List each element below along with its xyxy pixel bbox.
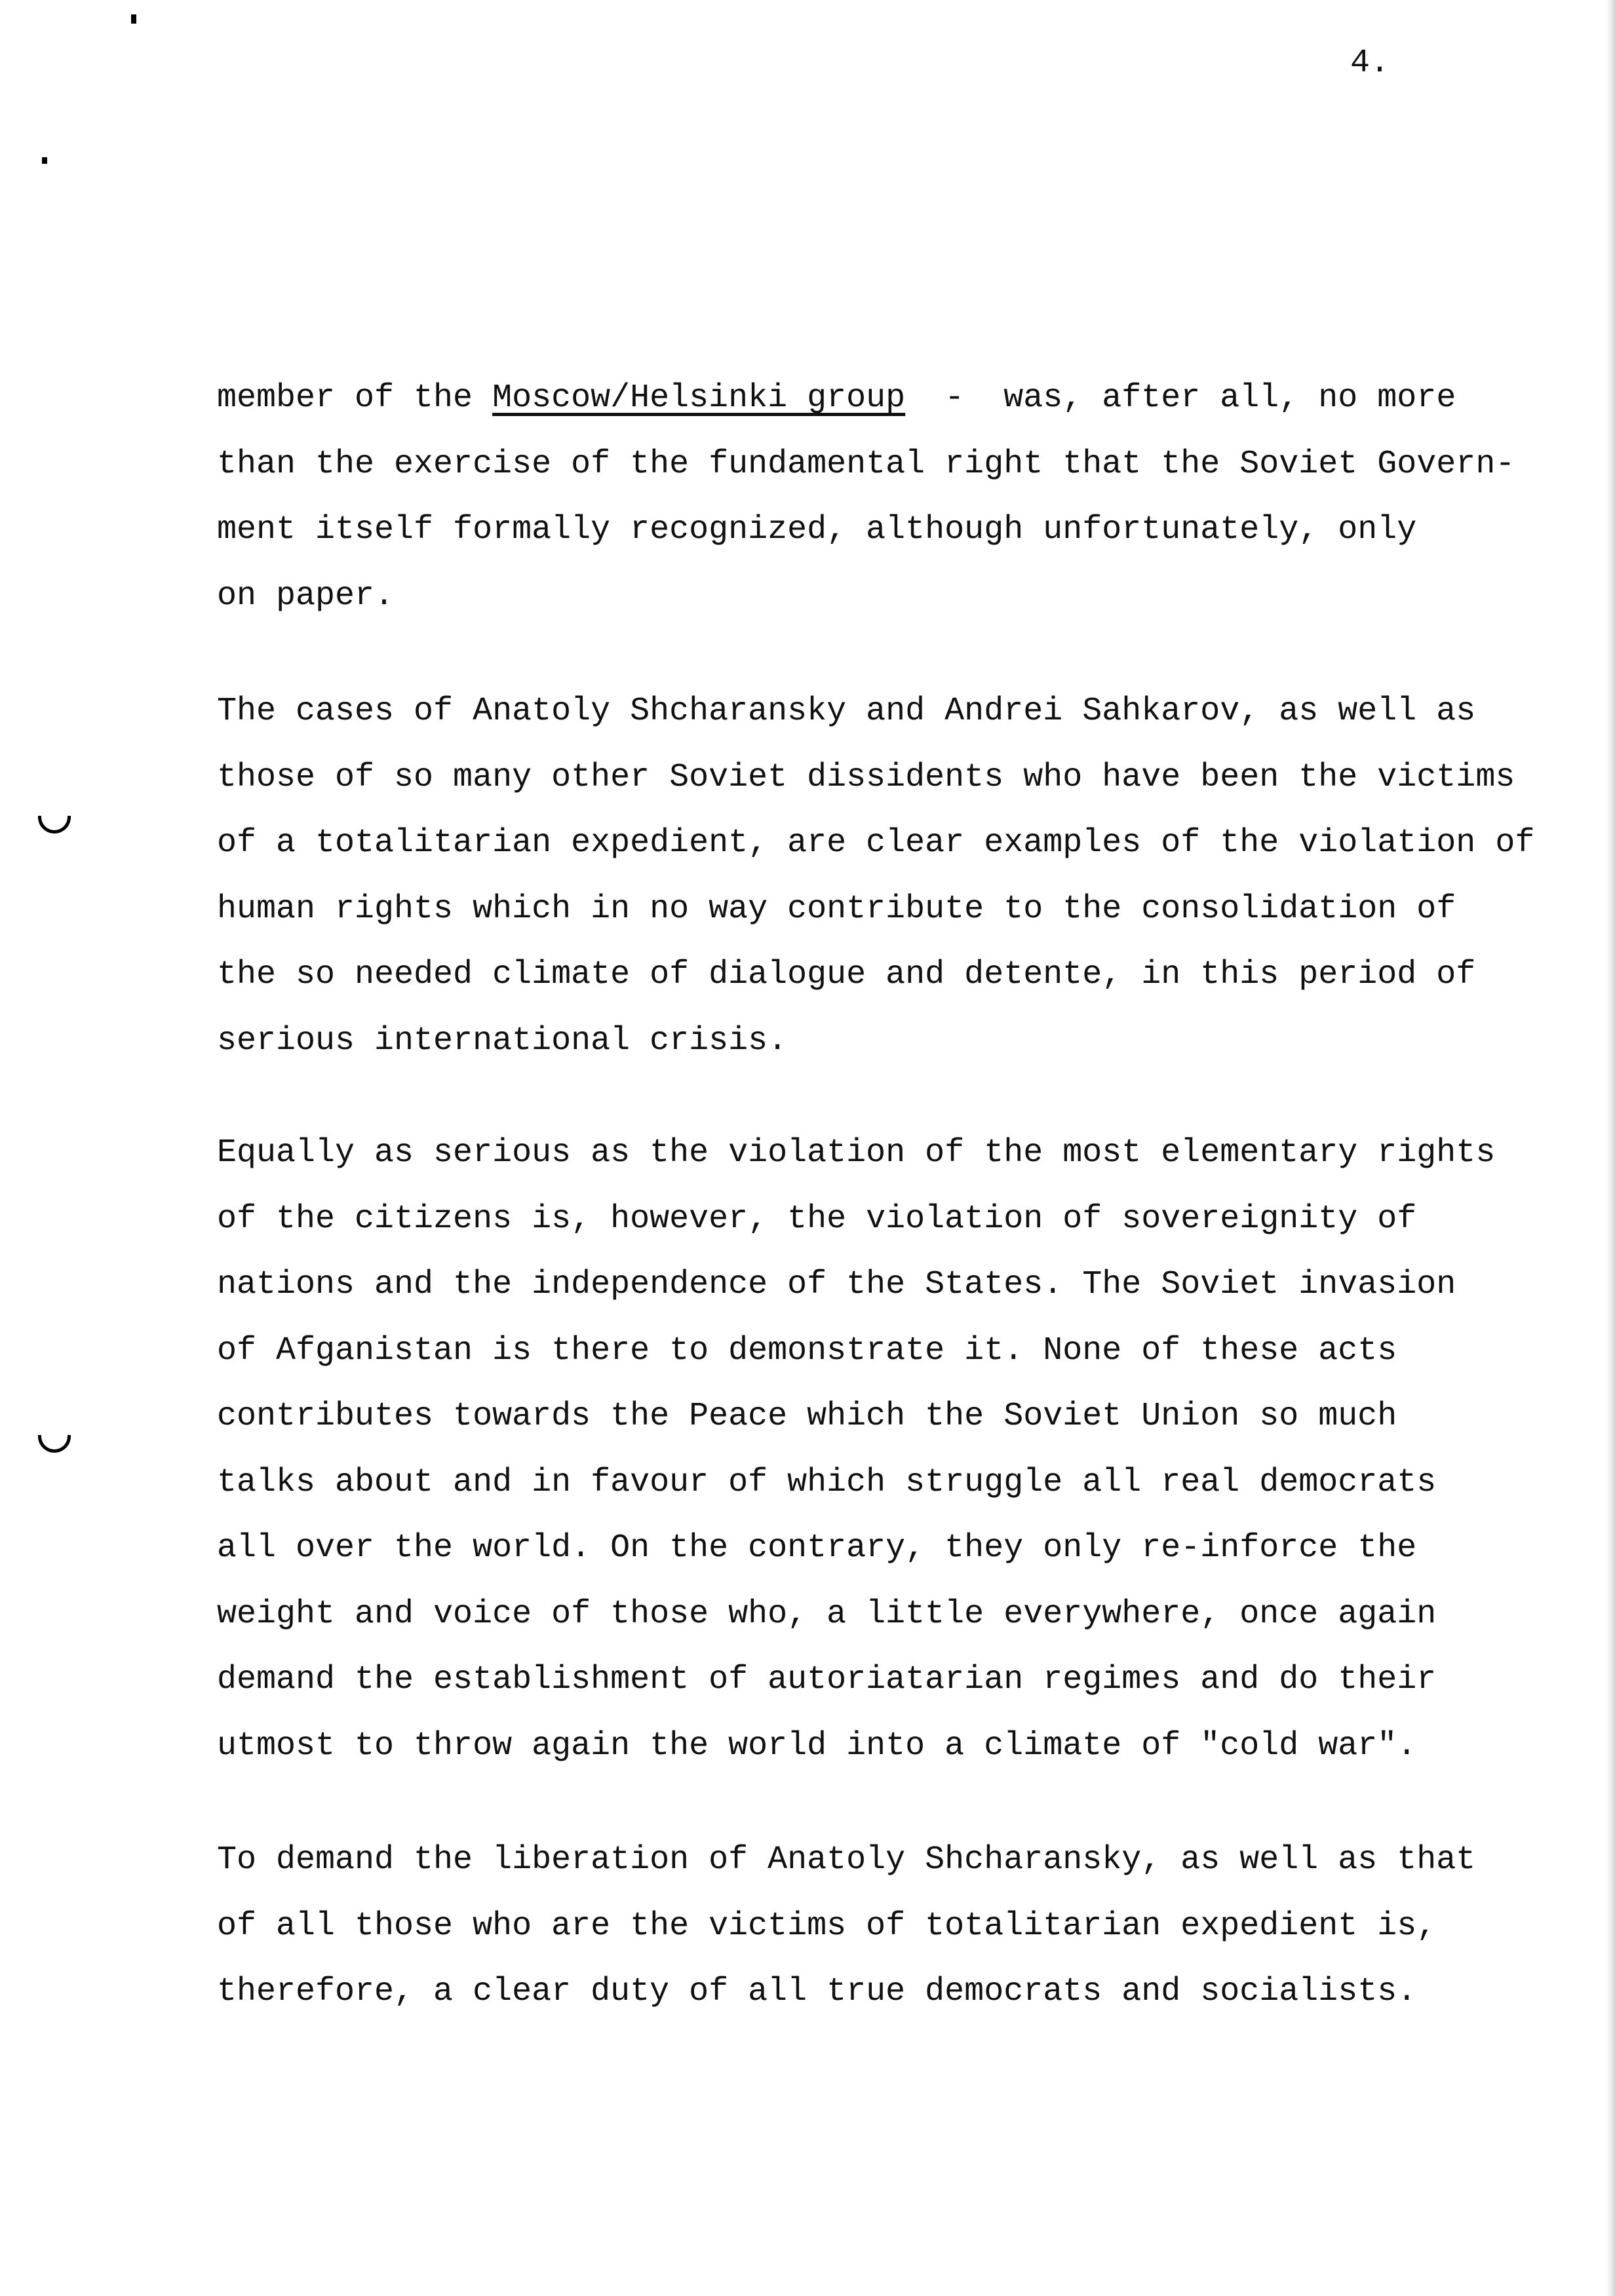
text-line: Equally as serious as the violation of the most elementary rights (217, 1134, 1496, 1172)
text-line: demand the establishment of autoriatarian regimes and do their (217, 1661, 1437, 1698)
text-line: of all those who are the victims of totalitarian expedient is, (217, 1907, 1437, 1945)
text-line: weight and voice of those who, a little everywhere, once again (217, 1595, 1437, 1633)
text-line: serious international crisis. (217, 1022, 788, 1060)
text-line: ment itself formally recognized, although unfortunately, only (217, 511, 1417, 548)
punch-hole-mark (38, 1435, 71, 1453)
text-line: To demand the liberation of Anatoly Shcharansky, as well as that (217, 1841, 1476, 1879)
punch-hole-mark (38, 816, 71, 833)
text-line: of Afganistan is there to demonstrate it. None of these acts (217, 1331, 1397, 1369)
text-line: The cases of Anatoly Shcharansky and Andrei Sahkarov, as well as (217, 693, 1476, 730)
scan-speck (42, 157, 47, 164)
text-line: those of so many other Soviet dissidents who have been the victims (217, 758, 1515, 796)
text-line: utmost to throw again the world into a climate of "cold war". (217, 1727, 1417, 1765)
paragraph-3 (217, 1120, 1495, 1779)
text-line: than the exercise of the fundamental right that the Soviet Govern- (217, 445, 1515, 483)
text-line: of the citizens is, however, the violation of sovereignity of (217, 1200, 1417, 1238)
text-line: of a totalitarian expedient, are clear examples of the violation of (217, 824, 1535, 862)
text-line: all over the world. On the contrary, they only re-inforce the (217, 1529, 1417, 1567)
text-line (217, 366, 1515, 432)
page-number: 4. (1350, 45, 1390, 82)
text-line: human rights which in no way contribute to the consolidation of (217, 890, 1456, 928)
text-line: nations and the independence of the States. The Soviet invasion (217, 1266, 1456, 1303)
scan-speck (131, 14, 136, 24)
text-line: therefore, a clear duty of all true democrats and socialists. (217, 1973, 1417, 2010)
text-line: talks about and in favour of which struggle all real democrats (217, 1463, 1437, 1501)
text-segment: member of the (217, 379, 493, 417)
paragraph-1 (217, 366, 1515, 629)
scanned-page-edge (1606, 0, 1615, 2296)
text-line: on paper. (217, 577, 395, 615)
underlined-group-name: Moscow/Helsinki group (492, 379, 906, 417)
paragraph-2 (217, 679, 1534, 1074)
text-line: contributes towards the Peace which the Soviet Union so much (217, 1398, 1397, 1435)
text-line: the so needed climate of dialogue and detente, in this period of (217, 956, 1476, 993)
text-segment: - was, after all, no more (905, 379, 1456, 417)
paragraph-4 (217, 1827, 1475, 2025)
